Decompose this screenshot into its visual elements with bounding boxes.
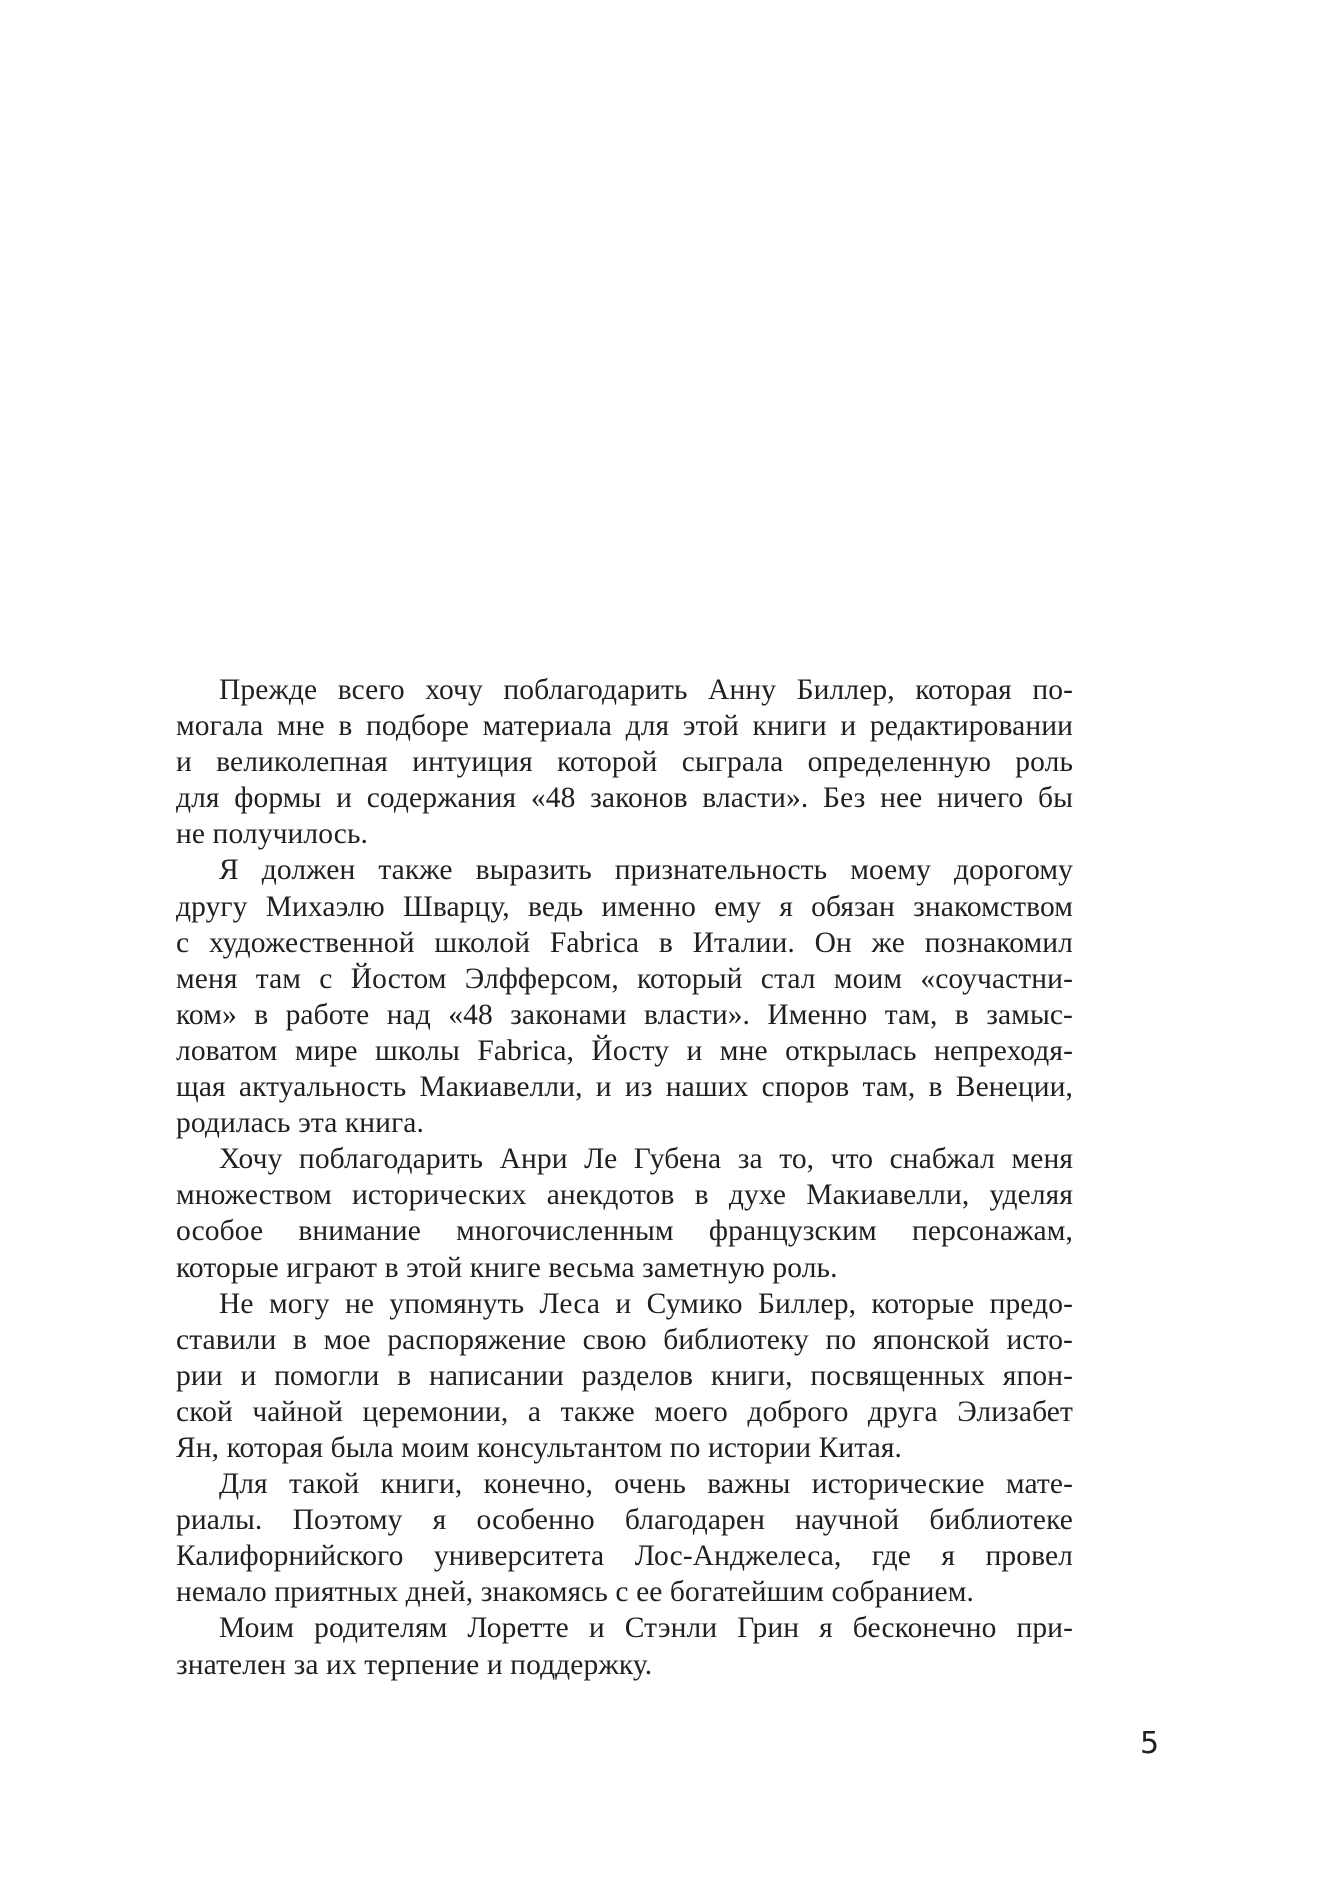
paragraph-line: Прежде всего хочу поблагодарить Анну Биллер, которая по- <box>219 674 1073 706</box>
paragraph-line: Моим родителям Лоретте и Стэнли Грин я бесконечно при- <box>219 1612 1073 1645</box>
paragraph-line: ловатом мире школы Fabrica, Йосту и мне открылась непреходя- <box>176 1034 1073 1067</box>
paragraph-1 <box>176 672 1073 852</box>
paragraph-line: ком» в работе над «48 законами власти». Именно там, в замыс- <box>176 998 1073 1031</box>
paragraph-line: немало приятных дней, знакомясь с ее богатейшим собранием. <box>176 1576 974 1609</box>
paragraph-4 <box>176 1286 1073 1466</box>
paragraph-line: Калифорнийского университета Лос-Анджелеса, где я провел <box>176 1540 1073 1573</box>
paragraph-line: родилась эта книга. <box>176 1107 424 1140</box>
paragraph-line: Для такой книги, конечно, очень важны исторические мате- <box>219 1468 1073 1501</box>
paragraph-line: знателен за их терпение и поддержку. <box>176 1648 653 1681</box>
paragraph-5 <box>176 1466 1073 1610</box>
paragraph-line: риалы. Поэтому я особенно благодарен научной библиотеке <box>176 1504 1073 1537</box>
paragraph-line: могала мне в подборе материала для этой книги и редактировании <box>176 710 1073 743</box>
paragraph-line: не получилось. <box>176 818 369 851</box>
paragraph-line: Не могу не упомянуть Леса и Сумико Биллер, которые предо- <box>219 1287 1073 1320</box>
paragraph-line: и великолепная интуиция которой сыграла определенную роль <box>176 746 1073 779</box>
paragraph-line: множеством исторических анекдотов в духе Макиавелли, уделяя <box>176 1179 1073 1212</box>
paragraph-line: другу Михаэлю Шварцу, ведь именно ему я обязан знакомством <box>176 890 1073 923</box>
paragraph-line: которые играют в этой книге весьма заметную роль. <box>176 1251 838 1284</box>
paragraph-line: Ян, которая была моим консультантом по истории Китая. <box>176 1431 902 1464</box>
paragraph-line: щая актуальность Макиавелли, и из наших споров там, в Венеции, <box>176 1071 1073 1104</box>
paragraph-2 <box>176 852 1073 1141</box>
page-number: 5 <box>1140 1726 1160 1761</box>
paragraph-line: Я должен также выразить признательность моему дорогому <box>219 854 1073 887</box>
paragraph-6 <box>176 1610 1073 1682</box>
paragraph-line: ской чайной церемонии, а также моего доброго друга Элизабет <box>176 1395 1073 1428</box>
paragraph-line: для формы и содержания «48 законов власти». Без нее ничего бы <box>176 782 1073 815</box>
paragraph-line: рии и помогли в написании разделов книги, посвященных япон- <box>176 1359 1073 1392</box>
acknowledgements-text <box>176 672 1073 1683</box>
paragraph-3 <box>176 1141 1073 1285</box>
paragraph-line: Хочу поблагодарить Анри Ле Губена за то, что снабжал меня <box>219 1143 1073 1176</box>
paragraph-line: меня там с Йостом Элфферсом, который стал моим «соучастни- <box>176 962 1073 995</box>
paragraph-line: ставили в мое распоряжение свою библиотеку по японской исто- <box>176 1323 1073 1356</box>
paragraph-line: особое внимание многочисленным французским персонажам, <box>176 1215 1073 1248</box>
paragraph-line: с художественной школой Fabrica в Италии. Он же познакомил <box>176 926 1073 959</box>
